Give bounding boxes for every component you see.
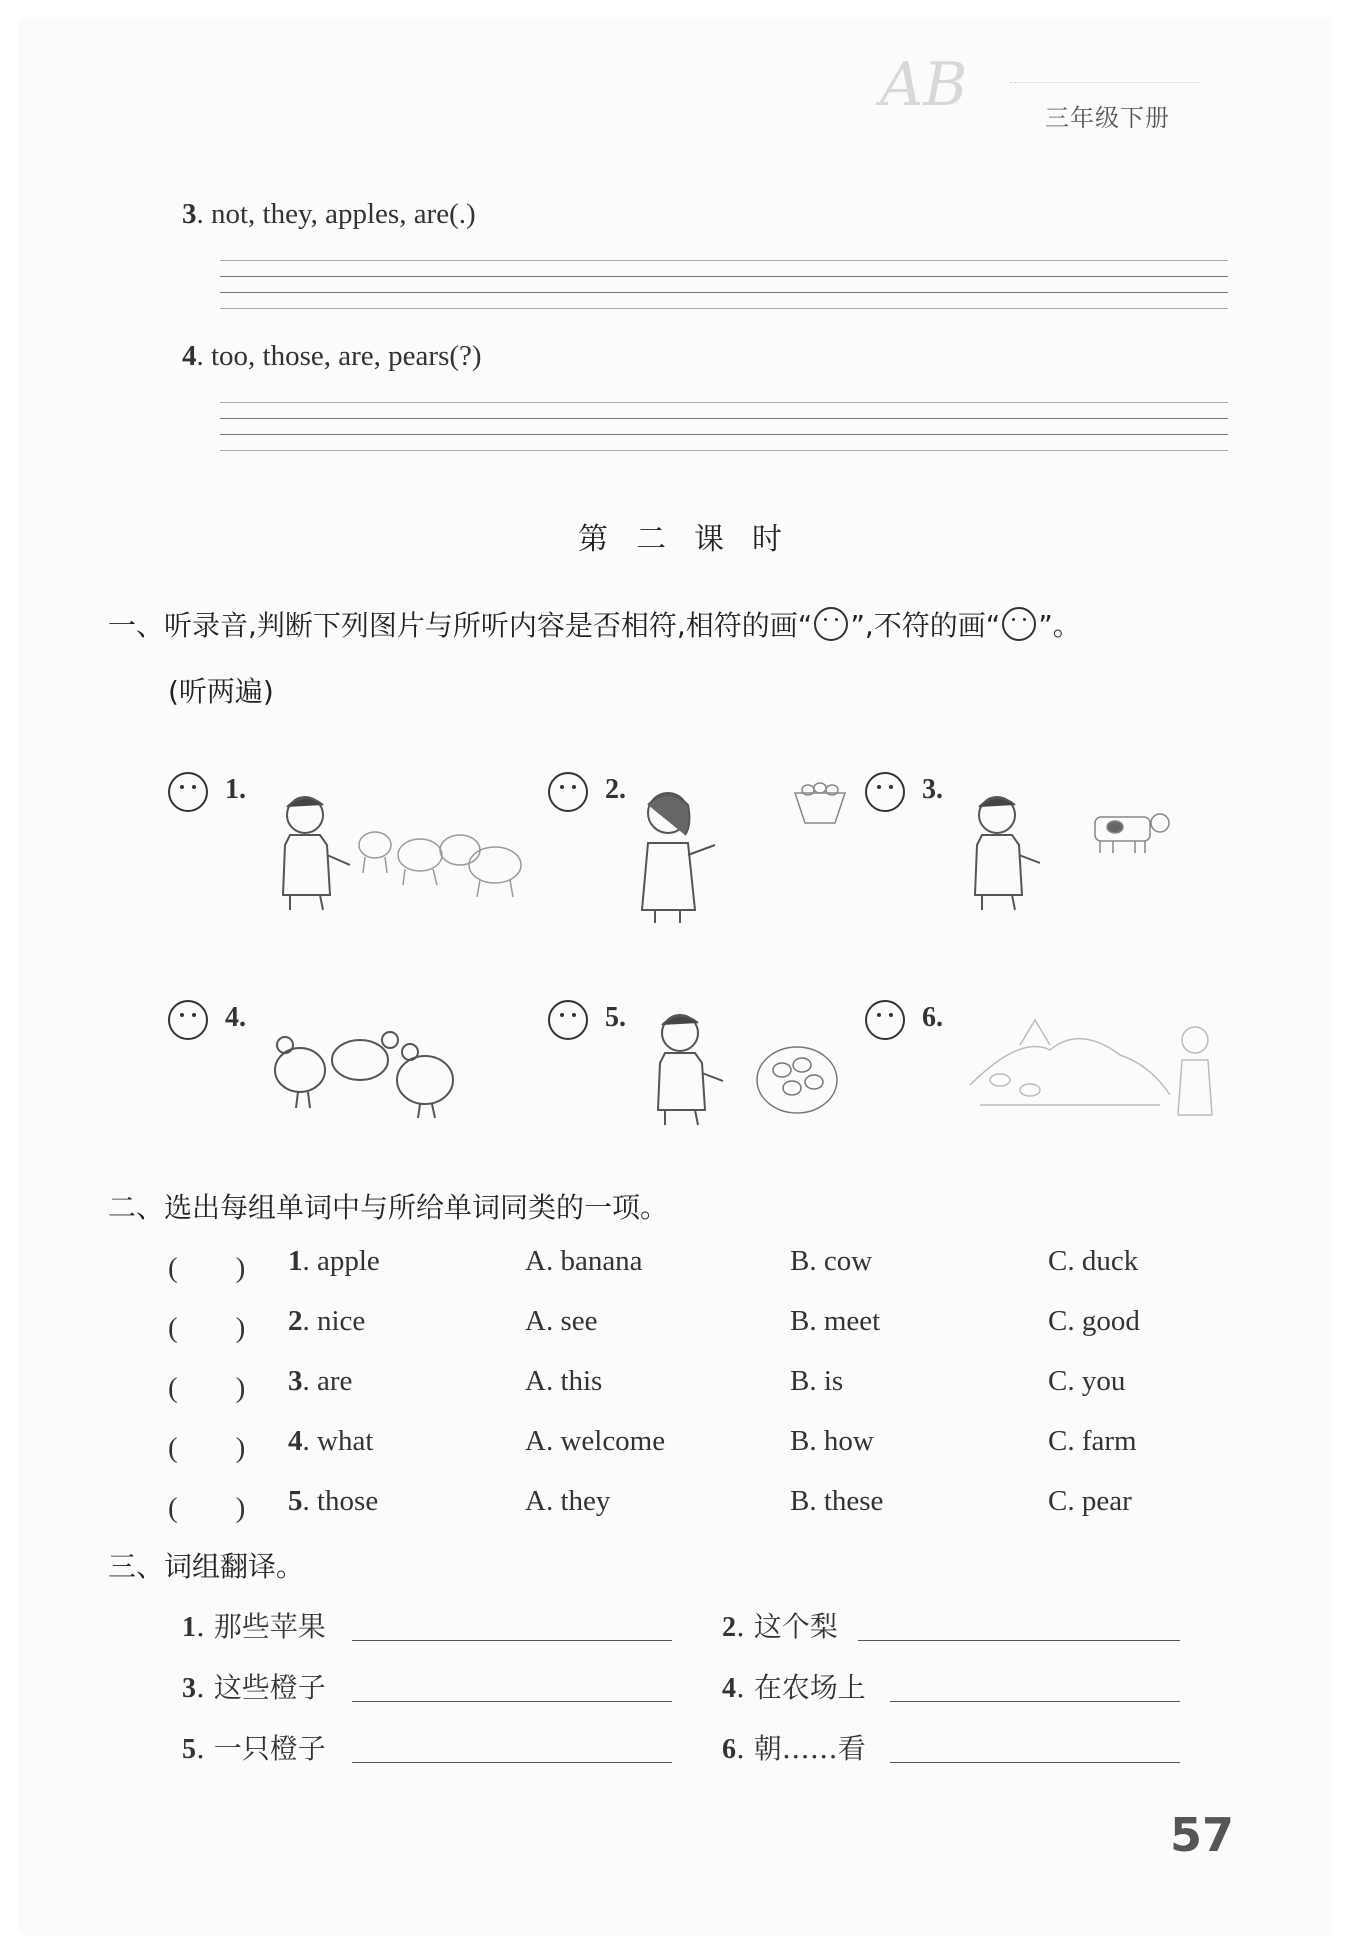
page-number: 57 [1170, 1808, 1235, 1862]
logo-text: AB [880, 50, 968, 120]
hens-picture [260, 1010, 470, 1120]
translation-item-6 [722, 1727, 866, 1767]
writing-line[interactable] [220, 418, 1228, 419]
answer-blank[interactable] [352, 1762, 672, 1763]
item-text: . 一只橙子 [196, 1732, 326, 1765]
option-b: B. cow [790, 1245, 873, 1277]
word: . apple [302, 1245, 380, 1277]
item-text: . 这些橙子 [196, 1671, 326, 1704]
row-number: 3 [288, 1365, 303, 1397]
writing-line[interactable] [220, 260, 1228, 261]
section1-note: (听两遍) [168, 675, 274, 708]
picture-number: 2. [605, 774, 626, 805]
writing-line[interactable] [220, 276, 1228, 277]
translation-item-1 [182, 1605, 326, 1645]
item-text: . 在农场上 [736, 1671, 866, 1704]
row-number: 5 [288, 1485, 303, 1517]
word: . nice [302, 1305, 366, 1337]
translation-item-3 [182, 1666, 326, 1706]
question-number: 4 [182, 340, 197, 372]
basket-of-eggs-picture [790, 778, 850, 828]
option-a: A. this [525, 1365, 603, 1397]
answer-blank[interactable] [352, 1640, 672, 1641]
answer-face-circle[interactable] [548, 772, 588, 812]
writing-line[interactable] [220, 434, 1228, 435]
item-text: . 朝……看 [736, 1732, 866, 1765]
row-number: 1 [288, 1245, 303, 1277]
answer-bracket[interactable]: ( ) [168, 1312, 246, 1344]
smile-face-icon [814, 607, 848, 641]
boy-picture [955, 785, 1055, 915]
item-number: 3 [182, 1673, 196, 1704]
given-word [288, 1305, 365, 1338]
row-number: 4 [288, 1425, 303, 1457]
answer-face-circle[interactable] [168, 1000, 208, 1040]
option-b: B. is [790, 1365, 844, 1397]
picture-number: 1. [225, 774, 246, 805]
lesson-title: 第二课时 [578, 522, 810, 557]
given-word [288, 1425, 373, 1458]
question-words: . not, they, apples, are(.) [196, 198, 476, 230]
item-number: 2 [722, 1612, 736, 1643]
option-b: B. how [790, 1425, 874, 1457]
item-number: 6 [722, 1734, 736, 1765]
order-question-3 [182, 198, 476, 231]
sad-face-icon [1002, 607, 1036, 641]
given-word [288, 1245, 380, 1278]
girl-picture [630, 775, 730, 925]
item-number: 5 [182, 1734, 196, 1765]
writing-line[interactable] [220, 292, 1228, 293]
answer-bracket[interactable]: ( ) [168, 1252, 246, 1284]
answer-blank[interactable] [858, 1640, 1180, 1641]
section2-title: 二、选出每组单词中与所给单词同类的一项。 [108, 1191, 669, 1224]
ab-logo [880, 50, 967, 120]
translation-item-5 [182, 1727, 326, 1767]
boy-with-pigs-picture [255, 785, 535, 915]
question-words: . too, those, are, pears(?) [196, 340, 482, 372]
answer-bracket[interactable]: ( ) [168, 1372, 246, 1404]
word: . those [302, 1485, 379, 1517]
cow-picture [1085, 805, 1175, 855]
order-question-4 [182, 340, 482, 373]
section1-title [108, 604, 1081, 644]
option-a: A. they [525, 1485, 611, 1517]
section1-title-end: ”。 [1038, 609, 1081, 642]
answer-face-circle[interactable] [168, 772, 208, 812]
answer-face-circle[interactable] [865, 772, 905, 812]
given-word [288, 1365, 352, 1398]
writing-line[interactable] [220, 308, 1228, 309]
answer-face-circle[interactable] [865, 1000, 905, 1040]
section1-title-mid: ”,不符的画“ [850, 609, 1001, 642]
boy-picture [638, 1005, 728, 1130]
answer-bracket[interactable]: ( ) [168, 1492, 246, 1524]
row-number: 2 [288, 1305, 303, 1337]
section3-title: 三、词组翻译。 [108, 1550, 305, 1583]
section1-title-pre: 一、听录音,判断下列图片与所听内容是否相符,相符的画“ [108, 609, 813, 642]
item-text: . 那些苹果 [196, 1610, 326, 1643]
farm-scene-picture [960, 1005, 1220, 1125]
option-a: A. banana [525, 1245, 643, 1277]
writing-line[interactable] [220, 450, 1228, 451]
writing-line[interactable] [220, 402, 1228, 403]
option-c: C. you [1048, 1365, 1126, 1397]
page [18, 18, 1332, 1935]
header-line [1010, 82, 1200, 83]
basket-of-eggs-picture [752, 1040, 842, 1120]
item-number: 1 [182, 1612, 196, 1643]
option-a: A. see [525, 1305, 598, 1337]
answer-blank[interactable] [352, 1701, 672, 1702]
picture-number: 6. [922, 1002, 943, 1033]
given-word [288, 1485, 378, 1518]
picture-number: 3. [922, 774, 943, 805]
option-a: A. welcome [525, 1425, 666, 1457]
answer-bracket[interactable]: ( ) [168, 1432, 246, 1464]
word: . are [302, 1365, 353, 1397]
option-b: B. meet [790, 1305, 881, 1337]
answer-blank[interactable] [890, 1762, 1180, 1763]
answer-face-circle[interactable] [548, 1000, 588, 1040]
question-number: 3 [182, 198, 197, 230]
picture-number: 5. [605, 1002, 626, 1033]
option-c: C. good [1048, 1305, 1140, 1337]
answer-blank[interactable] [890, 1701, 1180, 1702]
option-c: C. pear [1048, 1485, 1132, 1517]
grade-label: 三年级下册 [1045, 104, 1170, 132]
item-number: 4 [722, 1673, 736, 1704]
option-b: B. these [790, 1485, 884, 1517]
picture-number: 4. [225, 1002, 246, 1033]
item-text: . 这个梨 [736, 1610, 838, 1643]
word: . what [302, 1425, 374, 1457]
translation-item-2 [722, 1605, 838, 1645]
option-c: C. duck [1048, 1245, 1139, 1277]
option-c: C. farm [1048, 1425, 1137, 1457]
translation-item-4 [722, 1666, 866, 1706]
